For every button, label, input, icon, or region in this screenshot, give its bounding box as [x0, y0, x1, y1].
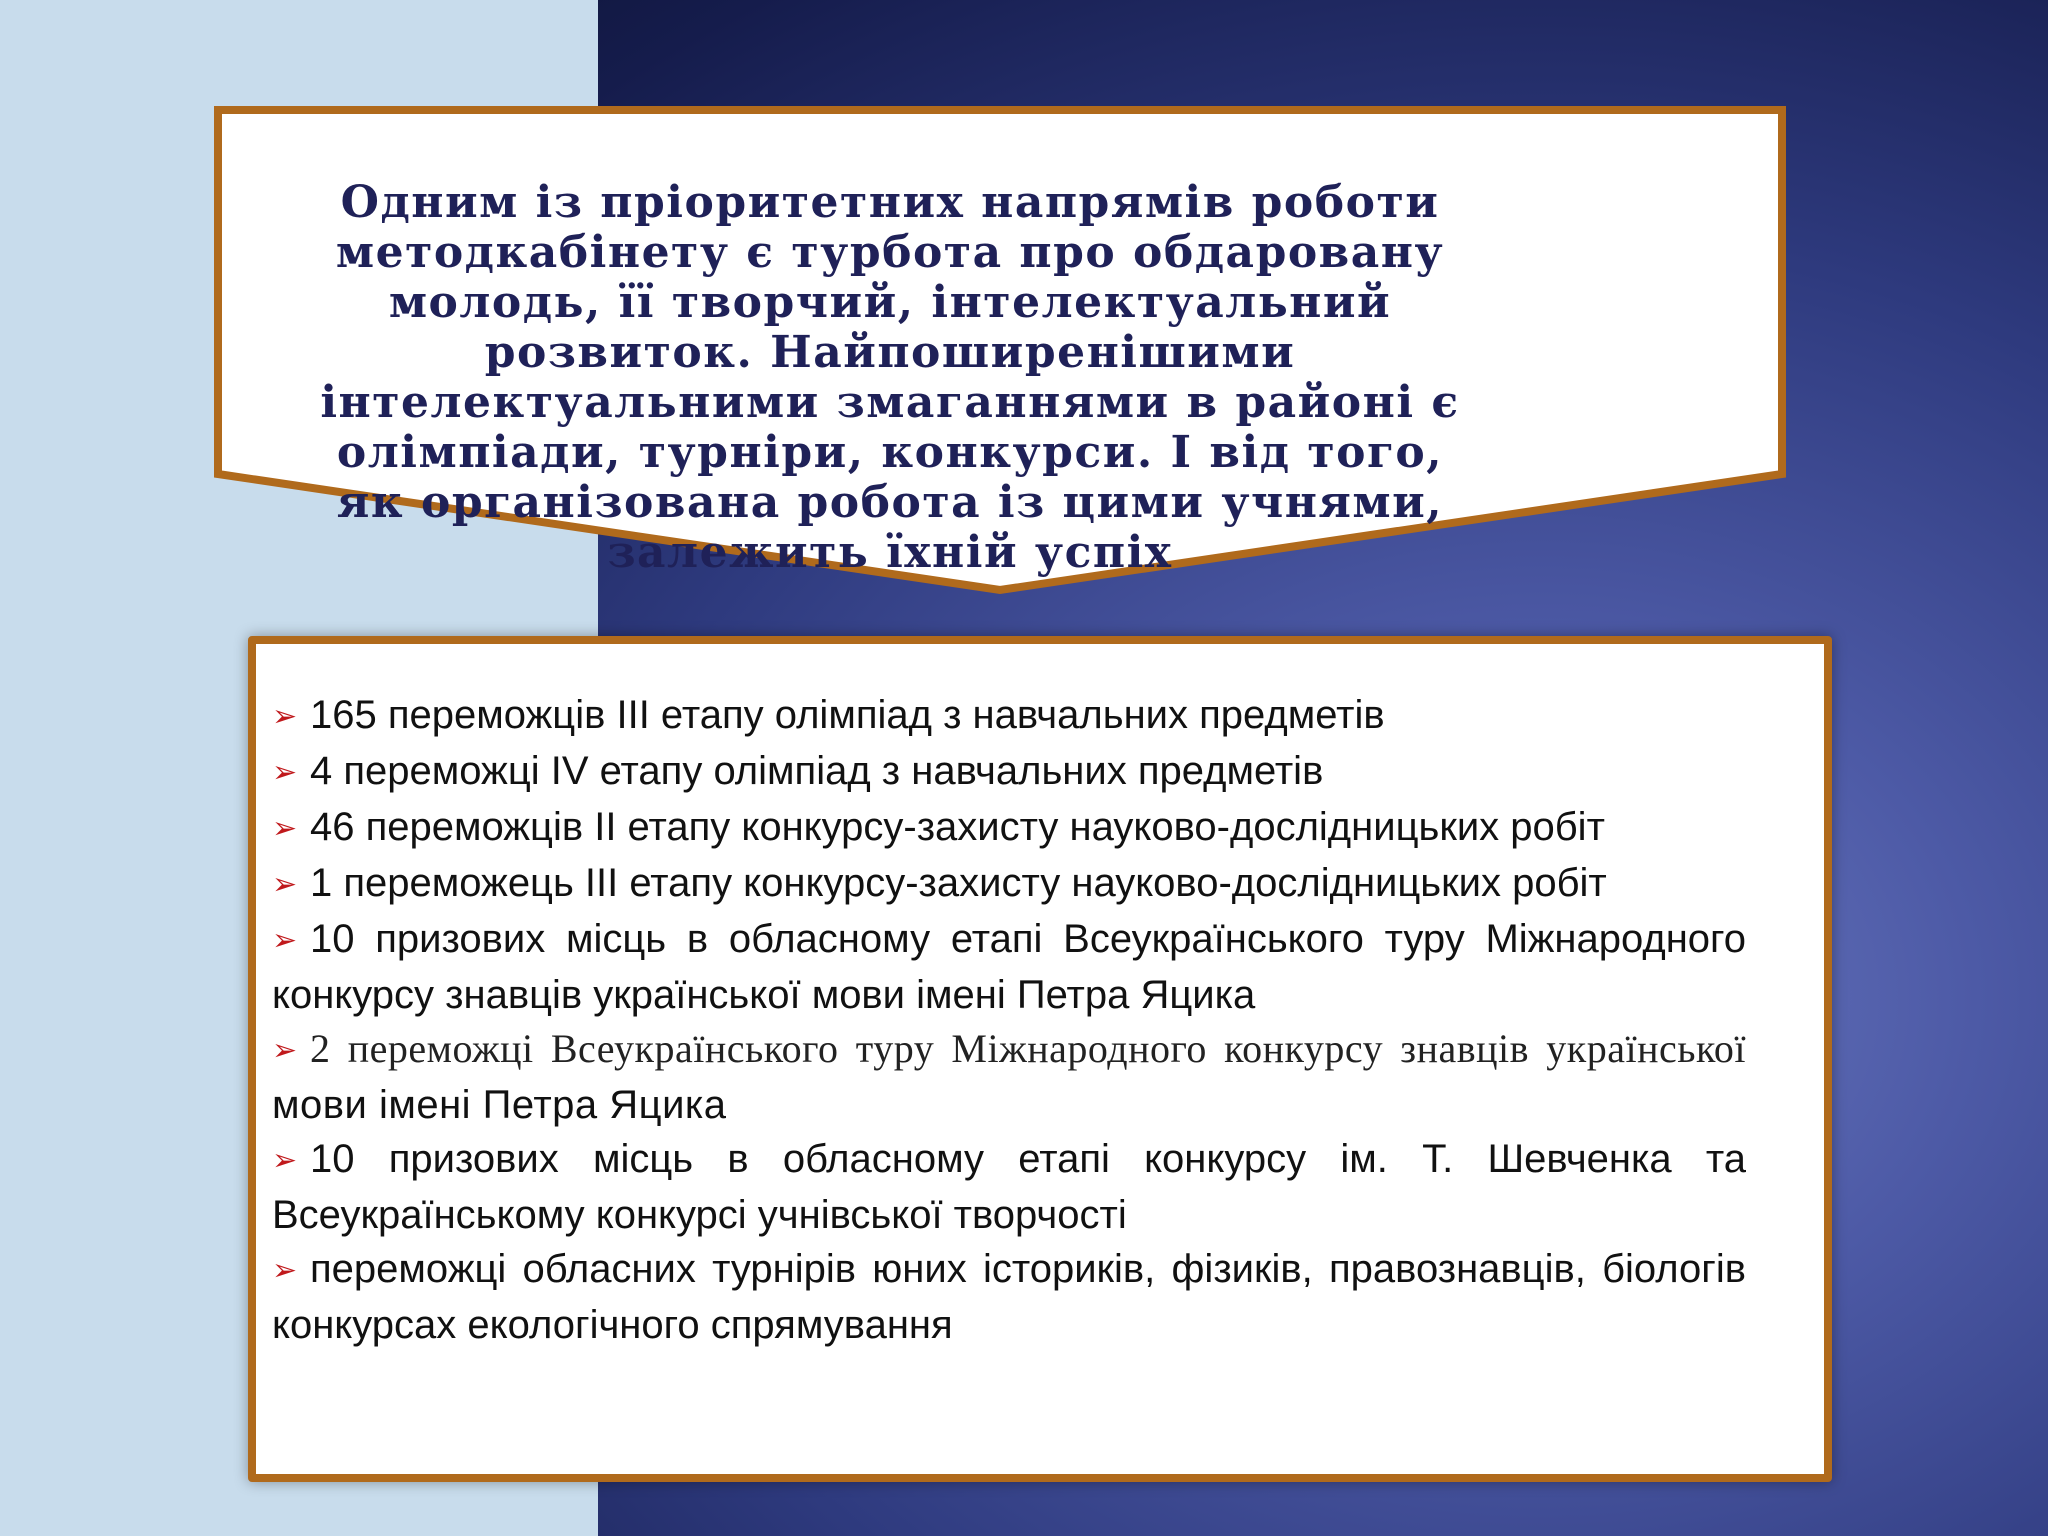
- list-item-text: 4 переможці ІV етапу олімпіад з навчальних предметів: [310, 749, 1324, 793]
- list-item: [272, 1132, 1746, 1242]
- arrow-bullet-icon: ➢: [272, 868, 298, 901]
- arrow-bullet-icon: ➢: [272, 756, 298, 789]
- list-item-text: 2 переможці Всеукраїнського туру Міжнародного конкурсу знавців української: [310, 1026, 1746, 1071]
- list-item: [272, 912, 1746, 1022]
- list-item-text: переможці обласних турнірів юних істориків, фізиків, правознавців, біологів конкурсах екологічного спрямування: [272, 1247, 1746, 1347]
- arrow-bullet-icon: ➢: [272, 1144, 298, 1177]
- list-item-text: 10 призових місць в обласному етапі конкурсу ім. Т. Шевченка та Всеукраїнському конкурсі учнівської творчості: [272, 1137, 1746, 1237]
- arrow-bullet-icon: ➢: [272, 924, 298, 957]
- list-item: [272, 688, 1746, 744]
- list-item: [272, 744, 1746, 800]
- list-item: [272, 1242, 1746, 1352]
- list-item-text: 46 переможців ІІ етапу конкурсу-захисту науково-дослідницьких робіт: [310, 805, 1605, 849]
- list-item: [272, 800, 1746, 856]
- list-item-text: 10 призових місць в обласному етапі Всеукраїнського туру Міжнародного конкурсу знавців української мови імені Петра Яцика: [272, 917, 1746, 1017]
- arrow-bullet-icon: ➢: [272, 1254, 298, 1287]
- list-item: [272, 856, 1746, 912]
- list-item: [272, 1022, 1746, 1132]
- list-item-text-tail: мови імені Петра Яцика: [272, 1083, 727, 1127]
- arrow-bullet-icon: ➢: [272, 700, 298, 733]
- achievements-panel: [248, 636, 1832, 1482]
- list-item-text: 165 переможців ІІІ етапу олімпіад з навчальних предметів: [310, 693, 1385, 737]
- callout-text: Одним із пріоритетних напрямів роботи методкабінету є турбота про обдаровану молодь, її творчий, інтелектуальний розвиток. Найпоширенішими інтелектуальними змаганнями в районі є олімпіади, турніри, конкурси. І від того, як організована робота із цими учнями, залежить їхній успіх: [320, 177, 1460, 578]
- arrow-bullet-icon: ➢: [272, 1034, 298, 1067]
- list-item-text: 1 переможець ІІІ етапу конкурсу-захисту науково-дослідницьких робіт: [310, 861, 1607, 905]
- achievements-list: [272, 688, 1746, 1352]
- arrow-bullet-icon: ➢: [272, 812, 298, 845]
